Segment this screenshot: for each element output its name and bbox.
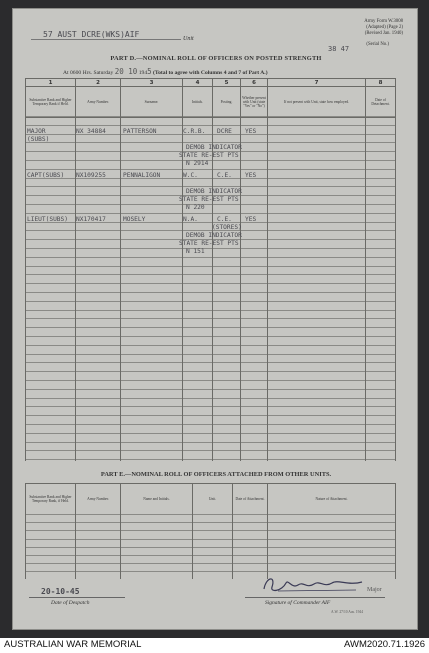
column-rule [120,116,121,461]
ruled-line [25,318,395,319]
at-line [63,67,268,76]
entry-posting: DCRE [217,128,232,135]
ruled-line [25,362,395,363]
entry-present: YES [245,216,257,223]
serial-label: (Serial No.) [366,42,389,47]
part-e-header-table [25,483,396,515]
col-header: Army Number. [76,484,121,515]
entry-posting: C.E. [217,172,232,179]
ruled-line [25,248,395,249]
ruled-line [25,274,395,275]
serial-number: 38 47 [328,45,350,53]
signature-rank: Major [367,587,382,593]
ruled-line [25,415,395,416]
form-page [12,8,418,630]
column-rule [75,116,76,461]
part-e-title: PART E.—NOMINAL ROLL OF OFFICERS ATTACHED FROM OTHER UNITS. [100,471,332,478]
column-rule [267,116,268,461]
despatch-date: 20-10-45 [41,587,80,596]
despatch-label: Date of Despatch [51,600,90,606]
ruled-line [25,389,395,390]
entry-demob: N 151 [186,248,205,255]
entry-number: NX170417 [76,216,106,223]
entry-rank: MAJOR [27,128,46,135]
column-rule [25,514,26,579]
ruled-line [25,424,395,425]
col-header: Substantive Rank and Higher Temporary Rank if Held. [26,87,76,118]
col-header: Date of Attachment. [233,484,268,515]
col-number: 4 [183,79,213,87]
entry-initials: C.R.B. [183,128,206,135]
entry-surname: PATTERSON [123,128,157,135]
col-number: 3 [121,79,183,87]
column-header-row [26,87,396,118]
column-rule [182,116,183,461]
form-info [364,19,403,37]
at-year: 5 [147,67,152,76]
form-line: (Adapted) (Page 2) [366,25,403,30]
ruled-line [25,336,395,337]
column-number-row [26,79,396,87]
ruled-line [25,539,395,540]
entry-surname: PENNALIGON [123,172,161,179]
part-e-column-header-row [26,484,396,515]
col-number: 7 [268,79,366,87]
ruled-line [25,522,395,523]
entry-demob: STATE RE-EST PTS [179,240,239,247]
column-rule [395,514,396,579]
form-line: Army Form W.3008 [364,19,403,24]
handwritten-signature [258,571,368,597]
ruled-line [25,301,395,302]
ruled-line [25,406,395,407]
column-rule [75,514,76,579]
entry-demob: STATE RE-EST PTS [179,196,239,203]
part-d-title: PART D.—NOMINAL ROLL OF OFFICERS ON POSTED STRENGTH [110,55,322,62]
ruled-line [25,380,395,381]
entry-present: YES [245,172,257,179]
column-rule [120,514,121,579]
ruled-line [25,433,395,434]
col-number: 1 [26,79,76,87]
column-rule [25,116,26,461]
ruled-line [25,371,395,372]
archive-credit: AUSTRALIAN WAR MEMORIAL [4,639,142,650]
ruled-line [25,563,395,564]
ruled-line [25,354,395,355]
entry-present: YES [245,128,257,135]
entry-demob: DEMOB INDICATOR [186,144,242,151]
ruled-line [25,116,395,117]
ruled-line [25,186,395,187]
ruled-line [25,125,395,126]
ruled-line [25,142,395,143]
col-header: Name and Initials. [121,484,193,515]
column-rule [232,514,233,579]
entry-demob: N 220 [186,204,205,211]
col-number: 8 [366,79,396,87]
ruled-line [25,160,395,161]
ruled-line [25,327,395,328]
col-header: Substantive Rank and Higher Temporary Rank, if Held. [26,484,76,515]
entry-demob: N 2914 [186,160,209,167]
entry-surname: MOSELY [123,216,146,223]
col-header: Nature of Attachment. [268,484,396,515]
col-number: 6 [241,79,268,87]
ruled-line [25,450,395,451]
entry-initials: W.C. [183,172,198,179]
col-header: Army Number. [76,87,121,118]
entry-demob: DEMOB INDICATOR [186,188,242,195]
archive-reference: AWM2020.71.1926 [344,639,425,650]
at-suffix: (Total to agree with Columns 4 and 7 of Part A.) [153,70,268,76]
ruled-line [25,555,395,556]
ruled-line [25,292,395,293]
entry-initials: N.A. [183,216,198,223]
col-header: Unit. [193,484,233,515]
signature-underline [245,597,385,598]
unit-underline [31,39,181,40]
part-d-header-table [25,78,396,118]
col-number: 5 [213,79,241,87]
at-date: 20 10 [114,67,138,76]
ruled-line [25,230,395,231]
ruled-line [25,514,395,515]
col-header: Date of Detachment. [366,87,396,118]
unit-name: 57 AUST DCRE(WKS)AIF [43,30,140,39]
form-line: (Revised Jan. 1940) [364,31,403,36]
entry-rank: LIEUT(SUBS) [27,216,68,223]
ruled-line [25,398,395,399]
ruled-line [25,459,395,460]
entry-rank: CAPT(SUBS) [27,172,65,179]
ruled-line [25,345,395,346]
entry-demob: DEMOB INDICATOR [186,232,242,239]
entry-posting: C.E. [217,216,232,223]
column-rule [267,514,268,579]
unit-label: Unit [183,36,194,42]
ruled-line [25,204,395,205]
ruled-line [25,310,395,311]
col-header: Initials. [183,87,213,118]
entry-number: NX 34884 [76,128,106,135]
printer-note: A.W. 27/10 Aus. 1944 [331,610,364,614]
col-header: Posting. [213,87,241,118]
ruled-line [25,169,395,170]
column-rule [365,116,366,461]
col-header: If not present with Unit, state how employed. [268,87,366,118]
signature-label: Signature of Commander AIF [265,600,331,606]
ruled-line [25,213,395,214]
col-header: Whether present with Unit (state "Yes" or "No") [241,87,268,118]
ruled-line [25,442,395,443]
ruled-line [25,547,395,548]
column-rule [192,514,193,579]
entry-demob: STATE RE-EST PTS [179,152,239,159]
ruled-line [25,266,395,267]
entry-rank: (SUBS) [27,136,50,143]
ruled-line [25,257,395,258]
despatch-underline [29,597,125,598]
at-prefix: At 0600 Hrs. Saturday [63,70,114,76]
col-number: 2 [76,79,121,87]
column-rule [212,116,213,461]
entry-posting: (STORES) [212,224,242,231]
col-header: Surname. [121,87,183,118]
ruled-line [25,283,395,284]
column-rule [395,116,396,461]
ruled-line [25,530,395,531]
column-rule [240,116,241,461]
at-year-prefix: 194 [138,70,148,76]
entry-number: NX109255 [76,172,106,179]
